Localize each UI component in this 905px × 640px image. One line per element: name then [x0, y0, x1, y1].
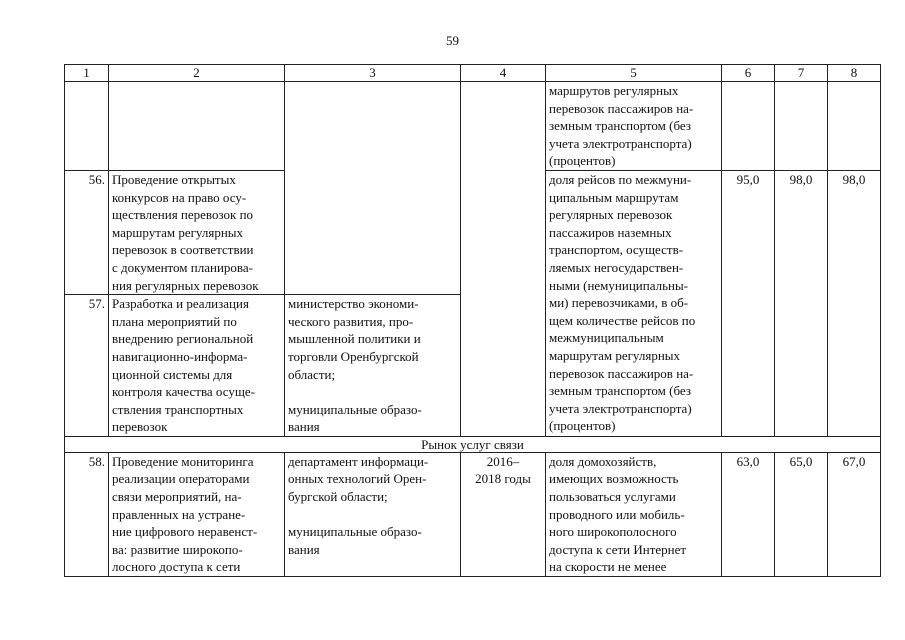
executor-line: министерство экономи-: [288, 296, 419, 312]
indicator-line: учета электротранспорта): [549, 135, 692, 151]
indicator-line: маршрутов регулярных: [549, 83, 679, 98]
executor-line: онных технологий Орен-: [288, 471, 427, 487]
indicator-line: доля рейсов по межмуни-: [549, 171, 692, 187]
executor-line: вания: [288, 419, 320, 435]
section-heading: Рынок услуг связи: [65, 436, 881, 452]
executor-line: департамент информаци-: [288, 453, 429, 469]
page-number: 59: [446, 33, 459, 48]
col-header-6: 6: [722, 65, 775, 82]
cell-event: [109, 452, 285, 576]
event-line: правленных на устране-: [112, 506, 246, 522]
indicator-line: доля домохозяйств,: [549, 453, 657, 469]
measures-table: [64, 64, 881, 577]
event-line: ва: развитие широкопо-: [112, 541, 243, 557]
cell-event: [109, 295, 285, 437]
event-line: контроля качества осуще-: [112, 384, 255, 400]
col-header-8: 8: [828, 65, 881, 82]
cell-period: [461, 452, 546, 576]
executor-line: торговли Оренбургской: [288, 348, 419, 364]
indicator-line: ляемых негосударствен-: [549, 259, 684, 275]
indicator-line: перевозок пассажиров на-: [549, 100, 694, 116]
indicator-line: регулярных перевозок: [549, 207, 673, 223]
indicator-line: ными (немуниципальны-: [549, 277, 689, 293]
event-line: ния регулярных перевозок: [112, 277, 259, 293]
event-line: ционной системы для: [112, 366, 233, 382]
col-header-3: 3: [285, 65, 461, 82]
event-line: реализации операторами: [112, 471, 250, 487]
event-line: связи мероприятий, на-: [112, 489, 242, 505]
executor-line: бургской области;: [288, 489, 388, 505]
event-line: Проведение мониторинга: [112, 453, 254, 469]
indicator-line: межмуниципальным: [549, 330, 664, 346]
cell-executor-merged: [285, 82, 461, 295]
cell-indicator-continuation: [546, 82, 722, 171]
cell-period-merged: [461, 82, 546, 437]
indicator-line: проводного или мобиль-: [549, 506, 685, 522]
indicator-line: земным транспортом (без: [549, 383, 691, 399]
period-line: 2018 годы: [475, 471, 531, 487]
indicator-line: маршрутам регулярных: [549, 347, 681, 363]
cell-executor: [285, 452, 461, 576]
event-line: плана мероприятий по: [112, 313, 237, 329]
cell-num: 56.: [65, 170, 109, 294]
cell-value-7: 65,0: [775, 452, 828, 576]
executor-line: муниципальные образо-: [288, 524, 422, 540]
indicator-line: на скорости не менее: [549, 559, 667, 575]
cell-value-6: [722, 82, 775, 171]
cell-executor: [285, 295, 461, 437]
executor-line: вания: [288, 541, 320, 557]
event-line: ствления транспортных: [112, 401, 244, 417]
indicator-line: земным транспортом (без: [549, 118, 691, 134]
indicator-line: ного широкополосного: [549, 524, 677, 540]
col-header-1: 1: [65, 65, 109, 82]
col-header-4: 4: [461, 65, 546, 82]
executor-line: ческого развития, про-: [288, 313, 414, 329]
spacer: [288, 383, 457, 401]
cell-num: [65, 82, 109, 171]
cell-value-6: 95,0: [722, 170, 775, 436]
header-row: [65, 65, 881, 82]
indicator-line: транспортом, осуществ-: [549, 242, 684, 258]
cell-value-7: [775, 82, 828, 171]
section-row: [65, 436, 881, 452]
event-line: Проведение открытых: [112, 171, 236, 187]
indicator-line: ми) перевозчиками, в об-: [549, 295, 689, 311]
event-line: перевозок в соответствии: [112, 242, 254, 258]
cell-event: [109, 170, 285, 294]
indicator-line: имеющих возможность: [549, 471, 679, 487]
event-line: с документом планирова-: [112, 259, 253, 275]
event-line: внедрению региональной: [112, 331, 254, 347]
cell-value-6: 63,0: [722, 452, 775, 576]
event-line: перевозок: [112, 419, 168, 435]
table-row-continuation: [65, 82, 881, 171]
event-line: маршрутам регулярных: [112, 224, 244, 240]
indicator-line: (процентов): [549, 418, 616, 434]
event-line: лосного доступа к сети: [112, 559, 241, 575]
indicator-line: учета электротранспорта): [549, 400, 692, 416]
cell-value-7: 98,0: [775, 170, 828, 436]
cell-indicator: [546, 452, 722, 576]
cell-value-8: [828, 82, 881, 171]
event-line: ние цифрового неравенст-: [112, 524, 258, 540]
spacer: [288, 506, 457, 524]
cell-indicator: [546, 170, 722, 436]
cell-value-8: 67,0: [828, 452, 881, 576]
cell-event: [109, 82, 285, 171]
event-line: навигационно-информа-: [112, 348, 248, 364]
indicator-line: пассажиров наземных: [549, 224, 672, 240]
period-line: 2016–: [486, 453, 520, 469]
executor-line: области;: [288, 366, 336, 382]
indicator-line: ципальным маршрутам: [549, 189, 679, 205]
col-header-7: 7: [775, 65, 828, 82]
indicator-line: перевозок пассажиров на-: [549, 365, 694, 381]
indicator-line: (процентов): [549, 153, 616, 169]
cell-num: 58.: [65, 452, 109, 576]
col-header-2: 2: [109, 65, 285, 82]
indicator-line: щем количестве рейсов по: [549, 312, 696, 328]
cell-value-8: 98,0: [828, 170, 881, 436]
table-row-58: [65, 452, 881, 576]
indicator-line: доступа к сети Интернет: [549, 541, 687, 557]
executor-line: муниципальные образо-: [288, 401, 422, 417]
event-line: конкурсов на право осу-: [112, 189, 247, 205]
executor-line: мышленной политики и: [288, 331, 421, 347]
event-line: ществления перевозок по: [112, 207, 254, 223]
indicator-line: пользоваться услугами: [549, 489, 676, 505]
event-line: Разработка и реализация: [112, 296, 249, 312]
col-header-5: 5: [546, 65, 722, 82]
cell-num: 57.: [65, 295, 109, 437]
